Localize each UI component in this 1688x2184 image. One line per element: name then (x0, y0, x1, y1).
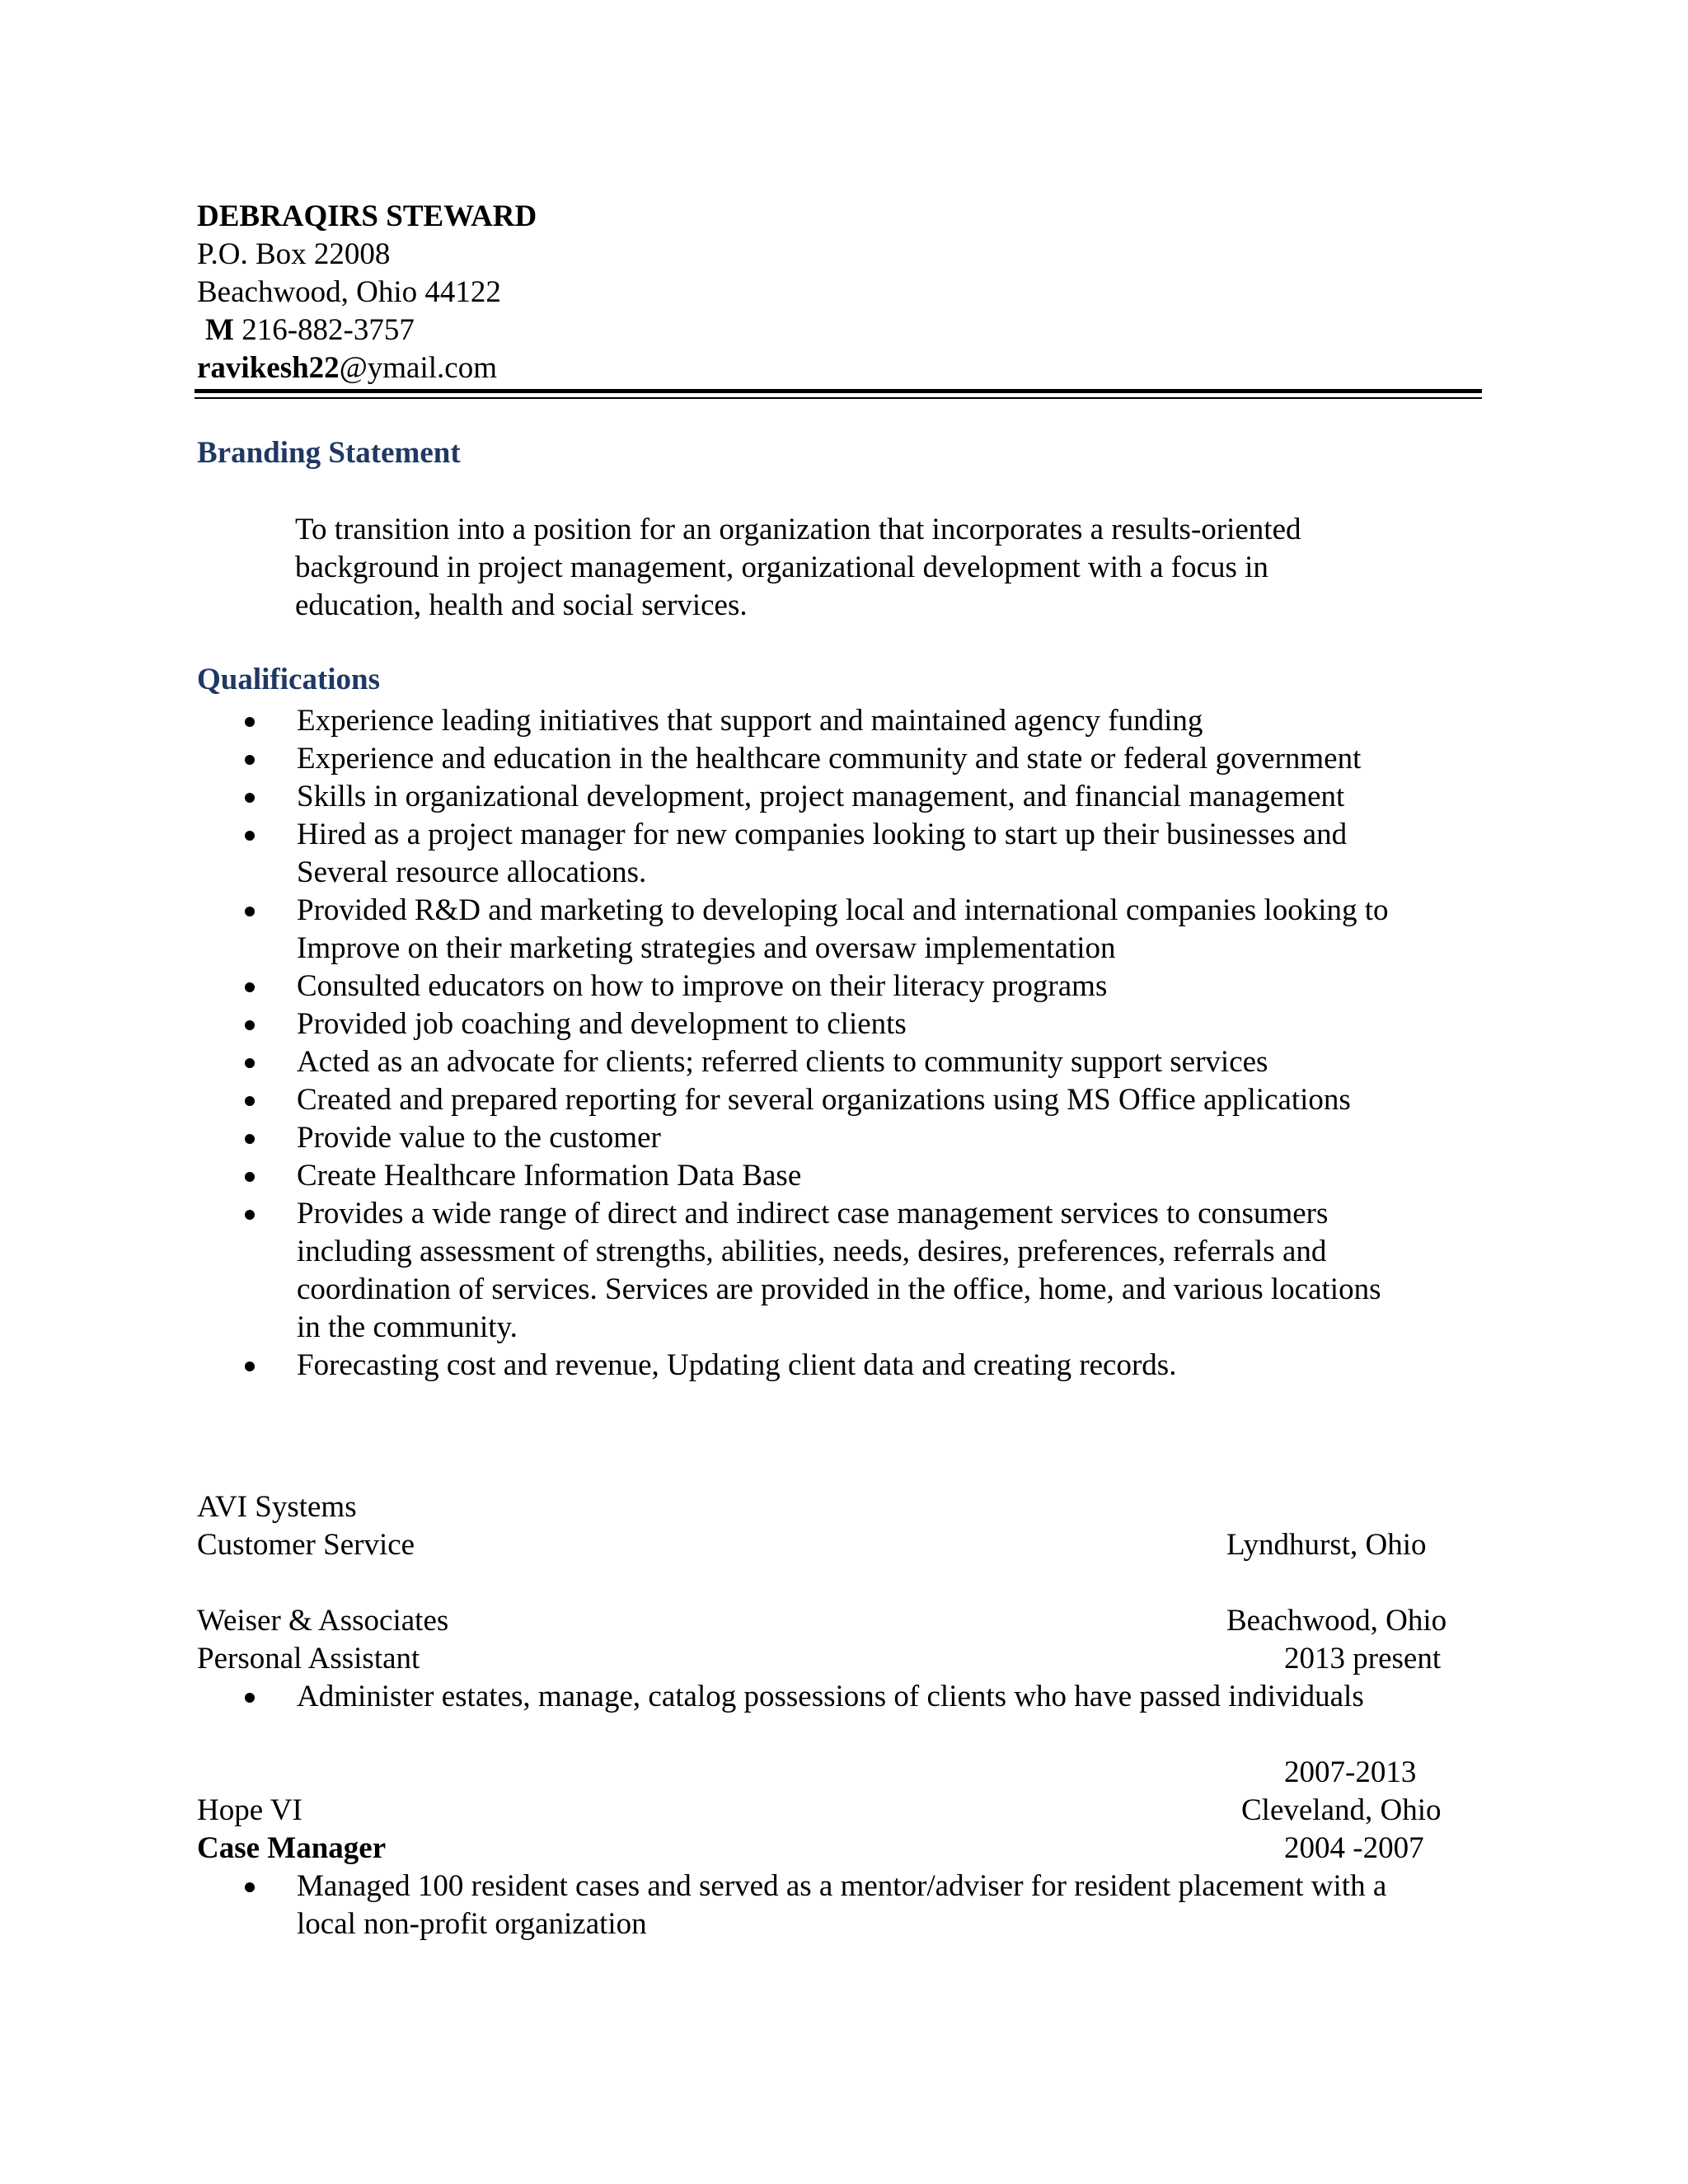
bullet-icon (245, 755, 255, 765)
candidate-name: DEBRAQIRS STEWARD (197, 199, 537, 233)
bullet-icon (245, 831, 255, 841)
job2-title: Personal Assistant (197, 1642, 420, 1675)
list-item (0, 1119, 1492, 1157)
job3-location: Cleveland, Ohio (1241, 1793, 1442, 1827)
qualification-line: Acted as an advocate for clients; referred clients to community support services (297, 1045, 1268, 1079)
qualification-line: Created and prepared reporting for several organizations using MS Office applications (297, 1083, 1351, 1117)
bullet-icon (245, 1020, 255, 1030)
header-rule-thick (195, 389, 1482, 393)
list-item (0, 1157, 1492, 1195)
job1-company: AVI Systems (197, 1490, 357, 1524)
job3-title: Case Manager (197, 1831, 387, 1865)
qualifications-heading: Qualifications (197, 663, 381, 696)
phone-number: 216-882-3757 (241, 313, 415, 347)
bullet-icon (245, 907, 255, 916)
bullet-icon (245, 1361, 255, 1371)
qualification-line: Several resource allocations. (297, 855, 647, 889)
branding-line: education, health and social services. (295, 588, 748, 622)
qualification-line: including assessment of strengths, abilities, needs, desires, preferences, referrals and (297, 1235, 1327, 1268)
branding-heading: Branding Statement (197, 436, 461, 470)
qualification-line: in the community. (297, 1310, 518, 1344)
address-line-1: P.O. Box 22008 (197, 237, 391, 271)
qualification-line: Consulted educators on how to improve on their literacy programs (297, 969, 1108, 1003)
job3-previous-dates: 2007-2013 (1284, 1755, 1417, 1789)
bullet-icon (245, 793, 255, 803)
list-item (0, 968, 1492, 1005)
list-item (0, 1347, 1492, 1385)
qualification-line: Provide value to the customer (297, 1121, 661, 1155)
list-item (0, 892, 1492, 968)
list-item (0, 778, 1492, 816)
address-line-2: Beachwood, Ohio 44122 (197, 275, 501, 309)
qualification-line: coordination of services. Services are provided in the office, home, and various locations (297, 1272, 1381, 1306)
qualification-line: Skills in organizational development, project management, and financial management (297, 780, 1345, 813)
job2-company: Weiser & Associates (197, 1604, 449, 1638)
email-line (197, 349, 497, 387)
job3-dates: 2004 -2007 (1284, 1831, 1424, 1865)
qualification-line: Provided R&D and marketing to developing local and international companies looking to (297, 893, 1389, 927)
list-item: Administer estates, manage, catalog possessions of clients who have passed individuals (0, 1678, 1492, 1716)
bullet-icon (245, 1882, 255, 1892)
job1-title: Customer Service (197, 1528, 415, 1562)
list-item (0, 816, 1492, 892)
phone-line (205, 312, 415, 349)
qualification-line: Provides a wide range of direct and indirect case management services to consumers (297, 1197, 1329, 1230)
list-item (0, 1081, 1492, 1119)
bullet-icon (245, 1172, 255, 1182)
bullet-icon (245, 1693, 255, 1703)
header-rule-thin (195, 397, 1482, 399)
job1-location: Lyndhurst, Ohio (1226, 1528, 1427, 1562)
branding-line: background in project management, organizational development with a focus in (295, 551, 1268, 584)
branding-line: To transition into a position for an organization that incorporates a results-oriented (295, 513, 1301, 546)
bullet-icon (245, 1134, 255, 1144)
job2-dates: 2013 present (1284, 1642, 1442, 1675)
list-item: Managed 100 resident cases and served as a mentor/adviser for resident placement with a local non-profit organization (0, 1868, 1492, 1943)
bullet-icon (245, 717, 255, 727)
list-item (0, 740, 1492, 778)
job2-location: Beachwood, Ohio (1226, 1604, 1447, 1638)
phone-label: M (205, 313, 234, 347)
email-domain: @ymail.com (339, 351, 497, 385)
qualifications-list (0, 702, 1492, 1385)
list-item (0, 1043, 1492, 1081)
job3-bullets (0, 1868, 1492, 1943)
qualification-line: Hired as a project manager for new companies looking to start up their businesses and (297, 818, 1348, 851)
job3-company: Hope VI (197, 1793, 302, 1827)
list-item (0, 1005, 1492, 1043)
email-user: ravikesh22 (197, 351, 340, 385)
qualification-line: Experience leading initiatives that support and maintained agency funding (297, 704, 1203, 738)
bullet-icon (245, 1096, 255, 1106)
list-item (0, 702, 1492, 740)
qualification-line: Create Healthcare Information Data Base (297, 1159, 802, 1193)
bullet-icon (245, 1058, 255, 1068)
list-item (0, 1195, 1492, 1347)
job2-bullets (0, 1678, 1492, 1716)
branding-text (295, 511, 1301, 625)
bullet-icon (245, 982, 255, 992)
bullet-icon (245, 1210, 255, 1220)
qualification-line: Improve on their marketing strategies and oversaw implementation (297, 931, 1116, 965)
qualification-line: Experience and education in the healthcare community and state or federal government (297, 742, 1362, 776)
qualification-line: Provided job coaching and development to clients (297, 1007, 907, 1041)
qualification-line: Forecasting cost and revenue, Updating client data and creating records. (297, 1348, 1177, 1382)
